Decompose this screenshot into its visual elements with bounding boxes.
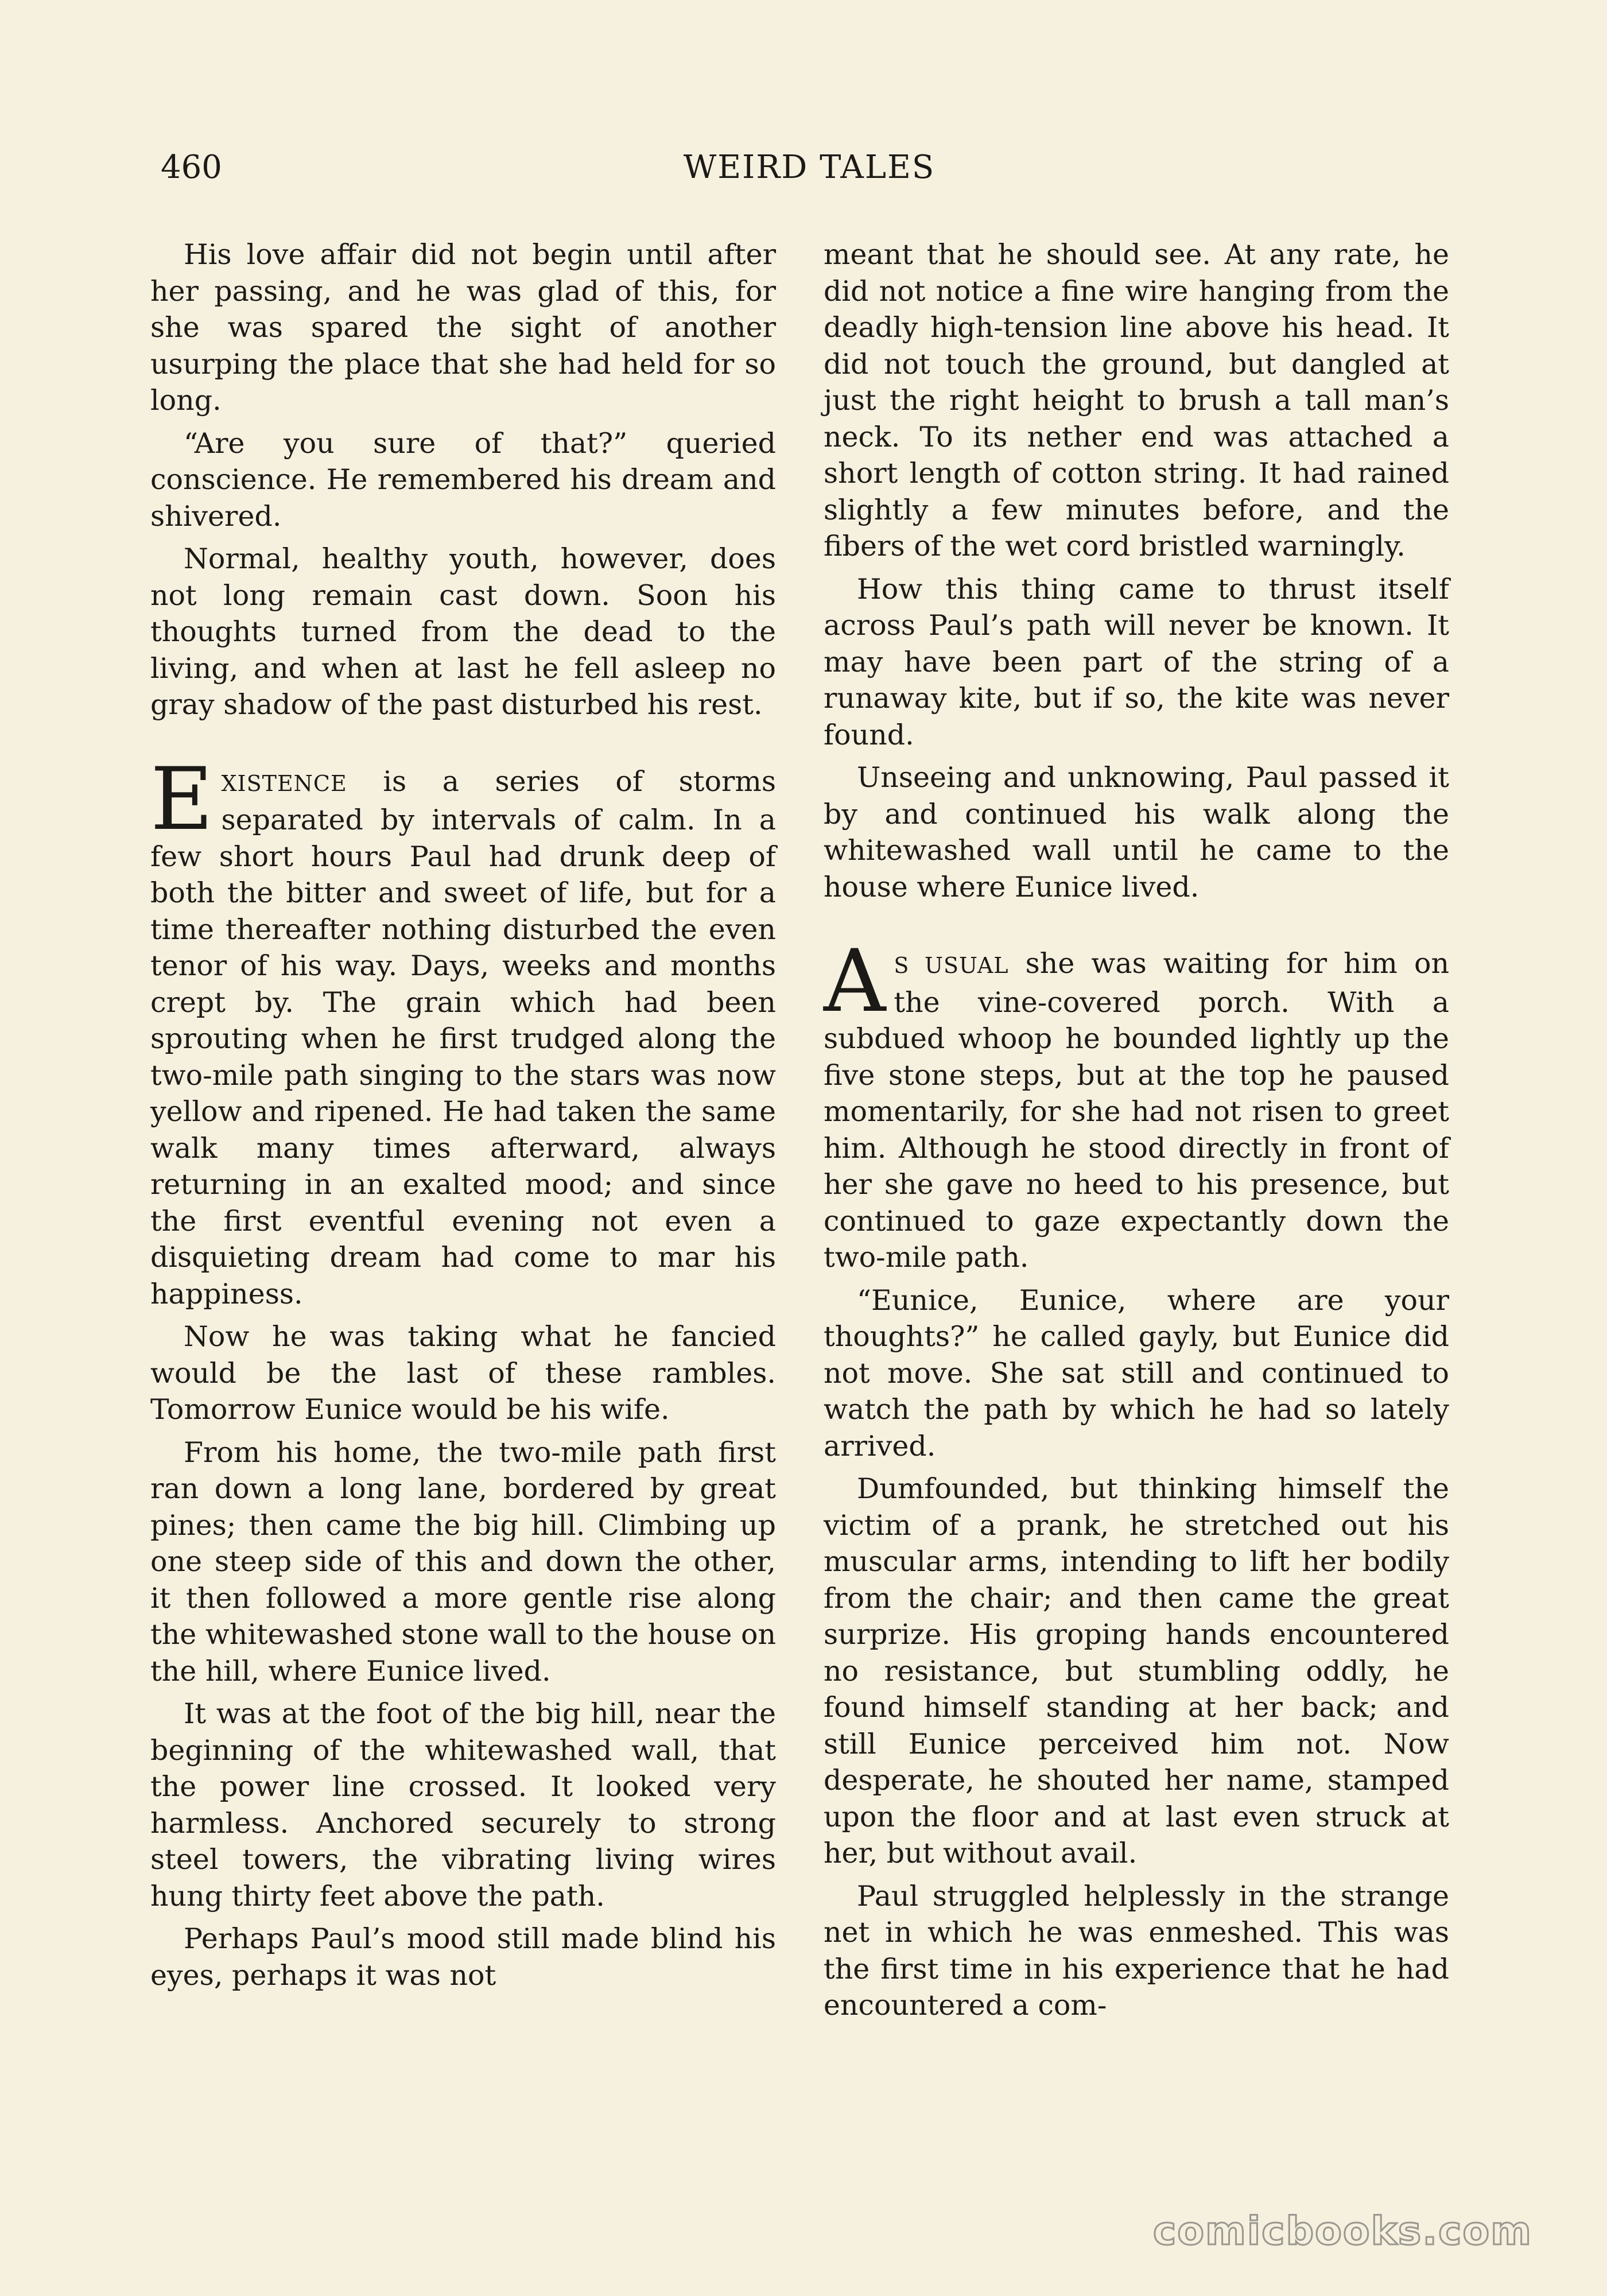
section-start-paragraph [150,749,776,1313]
page-number: 460 [161,149,222,186]
paragraph: From his home, the two-mile path first ran down a long lane, bordered by great pines; then came the big hill. Climbing up one steep side of this and down the other, it then followed a more gentle rise along the whitewashed stone wall to the house on the hill, where Eunice lived. [150,1436,777,1688]
drop-cap: A [824,932,886,1031]
paragraph: Now he was taking what he fancied would be the last of these rambles. Tomorrow Eunice would be his wife. [150,1320,776,1426]
section-start-paragraph [824,932,1449,1276]
running-head: WEIRD TALES [683,149,936,186]
small-caps-lead: XISTENCE [221,770,347,796]
paragraph: Dumfounded, but thinking himself the victim of a prank, he stretched out his muscular arms, intending to lift her bodily from the chair; and then came the great surprize. His groping hands encountered no resistance, but stumbling oddly, he found himself standing at her back; and still Eunice perceived him not. Now desperate, he shouted her name, stamped upon the floor and at last even struck at her, but without avail. [824,1472,1449,1870]
left-column [150,236,776,2000]
paragraph: “Eunice, Eunice, where are your thoughts?” he called gayly, but Eunice did not move. She sat still and continued to watch the path by which he had so lately arrived. [824,1283,1449,1463]
page-header [161,145,1458,191]
paragraph: Unseeing and unknowing, Paul passed it by and continued his walk along the whitewashed wall until he came to the house where Eunice lived. [824,761,1449,903]
paragraph-continued: meant that he should see. At any rate, he did not notice a fine wire hanging from the deadly high-tension line above his head. It did not touch the ground, but dangled at just the right height to brush a tall man’s neck. To its nether end was attached a short length of cotton string. It had rained slightly a few minutes before, and the fibers of the wet cord bristled warningly. [824,238,1449,563]
drop-cap: E [150,749,214,850]
paragraph-text: is a series of storms separated by intervals of calm. In a few short hours Paul had drunk deep of both the bitter and sweet of life, but for a time thereafter nothing disturbed the even tenor of his way. Days, weeks and months crept by. The grain which had been sprouting when he first trudged along the two-mile path singing to the stars was now yellow and ripened. He had taken the same walk many times afterward, always returning in an exalted mood; and since the first eventful evening not even a disquieting dream had come to mar his happiness. [150,765,776,1310]
paragraph: Normal, healthy youth, however, does not long remain cast down. Soon his thoughts turned from the dead to the living, and when at last he fell asleep no gray shadow of the past disturbed his rest. [150,542,776,721]
paragraph: “Are you sure of that?” queried conscience. He remembered his dream and shivered. [150,426,776,533]
paragraph: His love affair did not begin until after her passing, and he was glad of this, for she was spared the sight of another usurping the place that she had held for so long. [150,238,776,417]
paragraph: It was at the foot of the big hill, near the beginning of the whitewashed wall, that the power line crossed. It looked very harmless. Anchored securely to strong steel towers, the vibrating living wires hung thirty feet above the path. [150,1697,776,1913]
small-caps-lead: S USUAL [894,953,1009,978]
paragraph: Paul struggled helplessly in the strange net in which he was enmeshed. This was the first time in his experience that he had encountered a com- [824,1879,1449,2022]
watermark: comicbooks.com [1152,2209,1532,2254]
paragraph-text: she was waiting for him on the vine-covered porch. With a subdued whoop he bounded lightly up the five stone steps, but at the top he paused momentarily, for she had not risen to greet him. Although he stood directly in front of her she gave no heed to his presence, but continued to gaze expectantly down the two-mile path. [824,947,1449,1274]
paragraph: Perhaps Paul’s mood still made blind his eyes, perhaps it was not [150,1922,776,1992]
paragraph: How this thing came to thrust itself across Paul’s path will never be known. It may have been part of the string of a runaway kite, but if so, the kite was never found. [824,572,1449,751]
right-column [824,236,1449,2030]
